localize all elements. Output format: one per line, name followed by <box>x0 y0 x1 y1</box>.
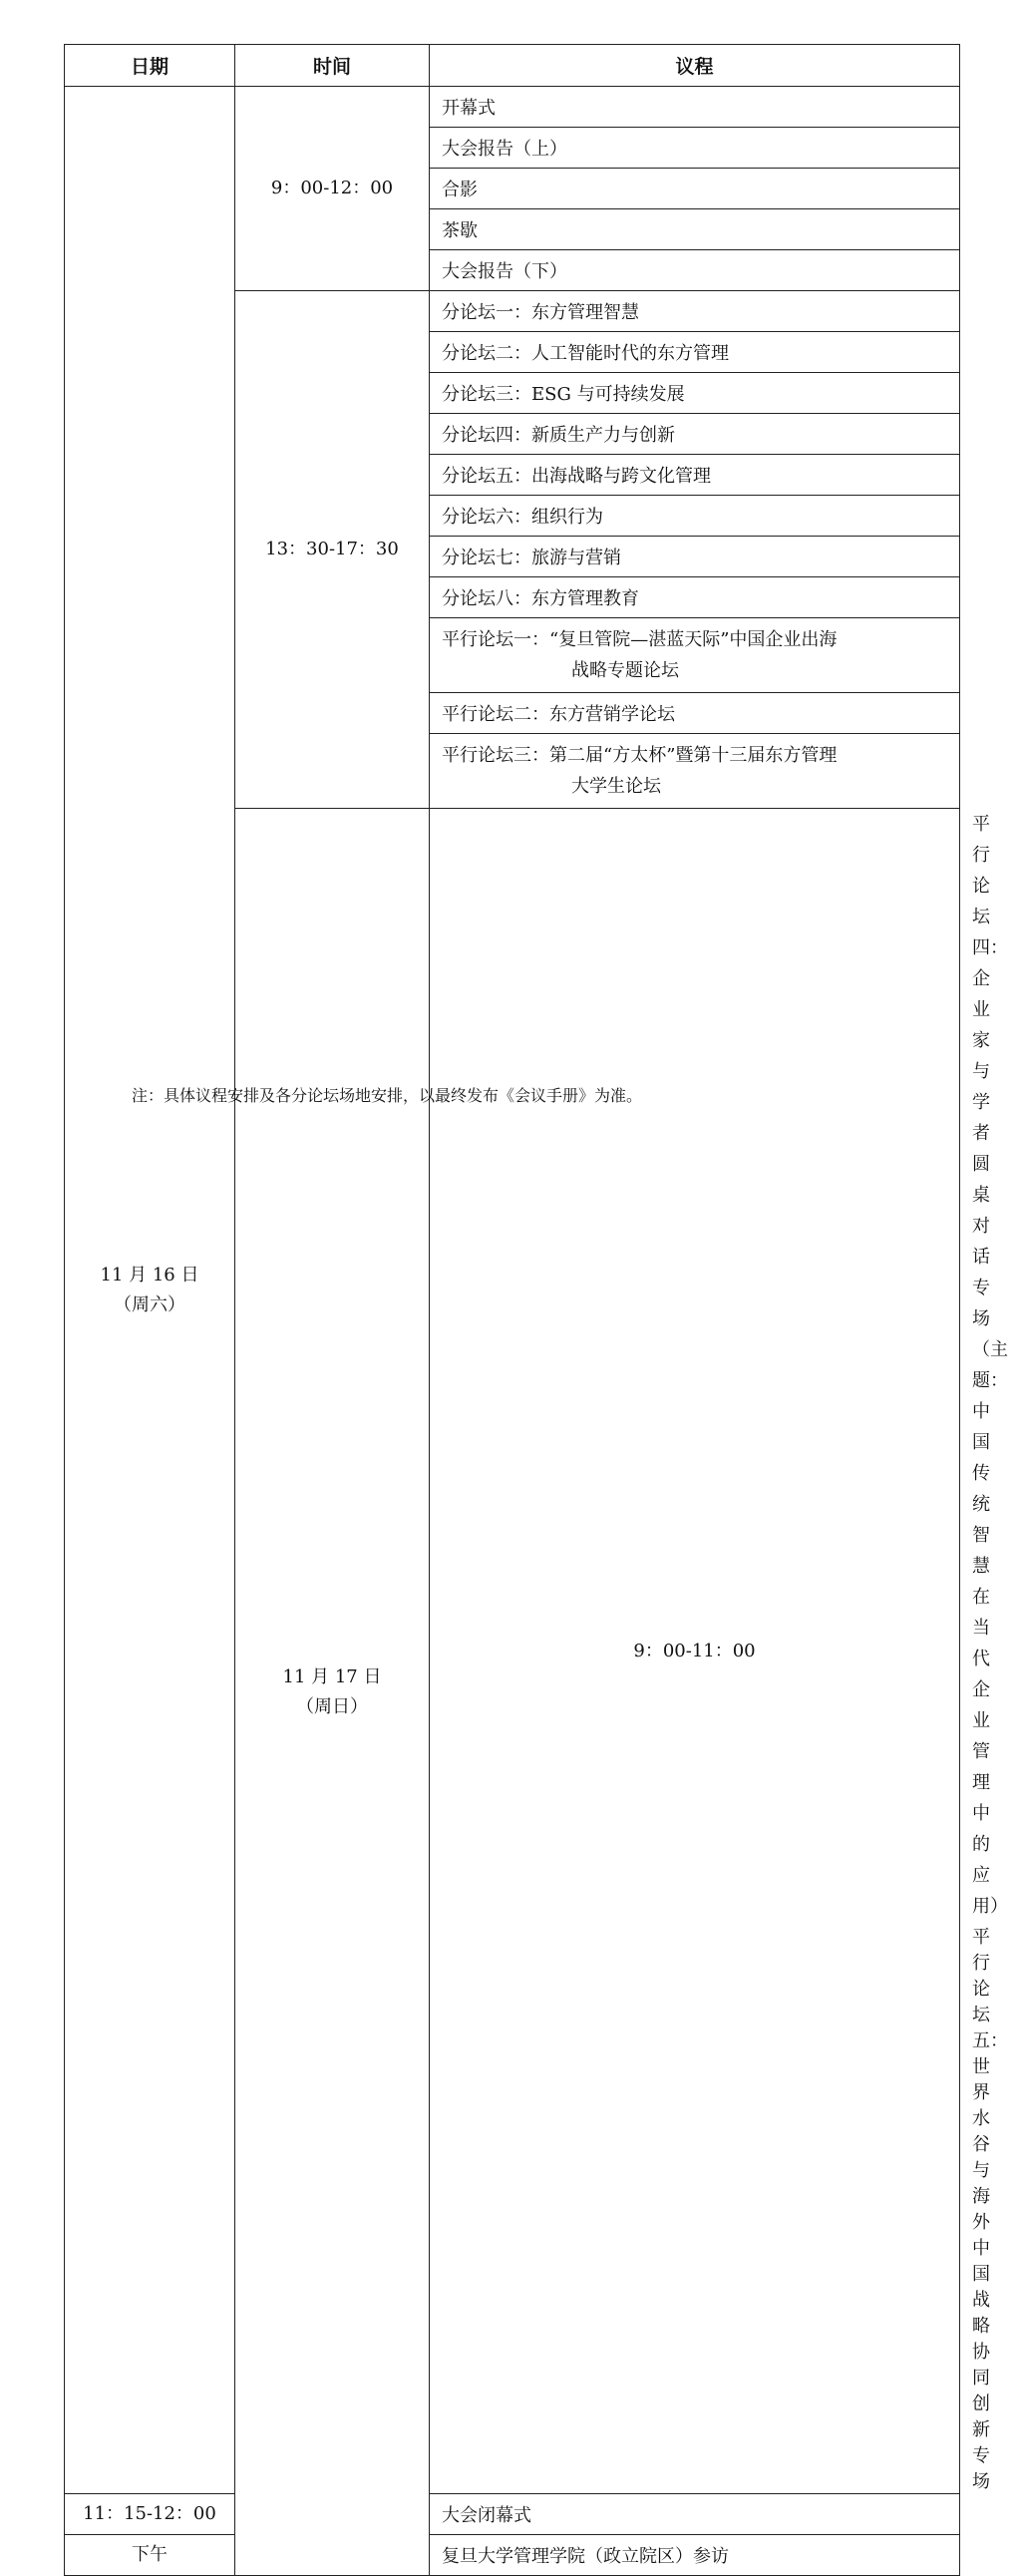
table-row: 平行论坛五：世界水谷与海外中国战略协同创新专场 <box>972 1927 1008 2492</box>
agenda-item: 分论坛八：东方管理教育 <box>430 577 960 618</box>
table-row <box>65 2494 960 2535</box>
parallel3-line1: 平行论坛三：第二届“方太杯”暨第十三届东方管理 <box>442 745 838 766</box>
agenda-item: 大会报告（下） <box>430 250 960 291</box>
parallel3-line2: 大学生论坛 <box>571 776 661 797</box>
day1-date-cell <box>65 87 235 2494</box>
agenda-item: 分论坛七：旅游与营销 <box>430 537 960 577</box>
agenda-item: 开幕式 <box>430 87 960 128</box>
agenda-table <box>64 44 1008 2576</box>
agenda-item <box>430 618 960 693</box>
header-date: 日期 <box>65 45 235 87</box>
agenda-item <box>430 734 960 809</box>
day2-time1: 9：00-11：00 <box>430 809 960 2494</box>
day1-morning-time: 9：00-12：00 <box>235 87 430 291</box>
agenda-item: 分论坛五：出海战略与跨文化管理 <box>430 455 960 496</box>
header-time: 时间 <box>235 45 430 87</box>
header-agenda: 议程 <box>430 45 960 87</box>
agenda-item: 大会报告（上） <box>430 128 960 169</box>
table-row <box>65 2535 960 2576</box>
day2-time3: 下午 <box>65 2535 235 2576</box>
footnote: 注：具体议程安排及各分论坛场地安排，以最终发布《会议手册》为准。 <box>132 1086 643 1105</box>
parallel1-line2: 战略专题论坛 <box>571 660 679 681</box>
day1-date: 11 月 16 日 <box>100 1264 199 1286</box>
day2-date: 11 月 17 日 <box>282 1665 382 1687</box>
table-row <box>65 87 960 128</box>
agenda-item: 平行论坛二：东方营销学论坛 <box>430 693 960 734</box>
agenda-item: 分论坛六：组织行为 <box>430 496 960 537</box>
parallel1-line1: 平行论坛一：“复旦管院—湛蓝天际”中国企业出海 <box>442 629 838 650</box>
agenda-item: 茶歇 <box>430 209 960 250</box>
agenda-item: 复旦大学管理学院（政立院区）参访 <box>430 2535 960 2576</box>
agenda-item: 大会闭幕式 <box>430 2494 960 2535</box>
day1-afternoon-time: 13：30-17：30 <box>235 291 430 809</box>
agenda-item: 合影 <box>430 169 960 209</box>
day2-time2: 11：15-12：00 <box>65 2494 235 2535</box>
agenda-item: 分论坛二：人工智能时代的东方管理 <box>430 332 960 373</box>
day2-weekday: （周日） <box>296 1695 368 1717</box>
day1-weekday: （周六） <box>114 1293 185 1315</box>
agenda-item: 分论坛四：新质生产力与创新 <box>430 414 960 455</box>
table-header-row <box>65 45 960 87</box>
agenda-item: 分论坛三：ESG 与可持续发展 <box>430 373 960 414</box>
table-row: 11 月 17 日 （周日） 9：00-11：00 平行论坛四：企业家与学者圆桌对话专场（主题：中 国传统智慧在当代企业管理中的应用） <box>65 809 960 1923</box>
day2-date-cell <box>235 809 430 2576</box>
agenda-item: 分论坛一：东方管理智慧 <box>430 291 960 332</box>
